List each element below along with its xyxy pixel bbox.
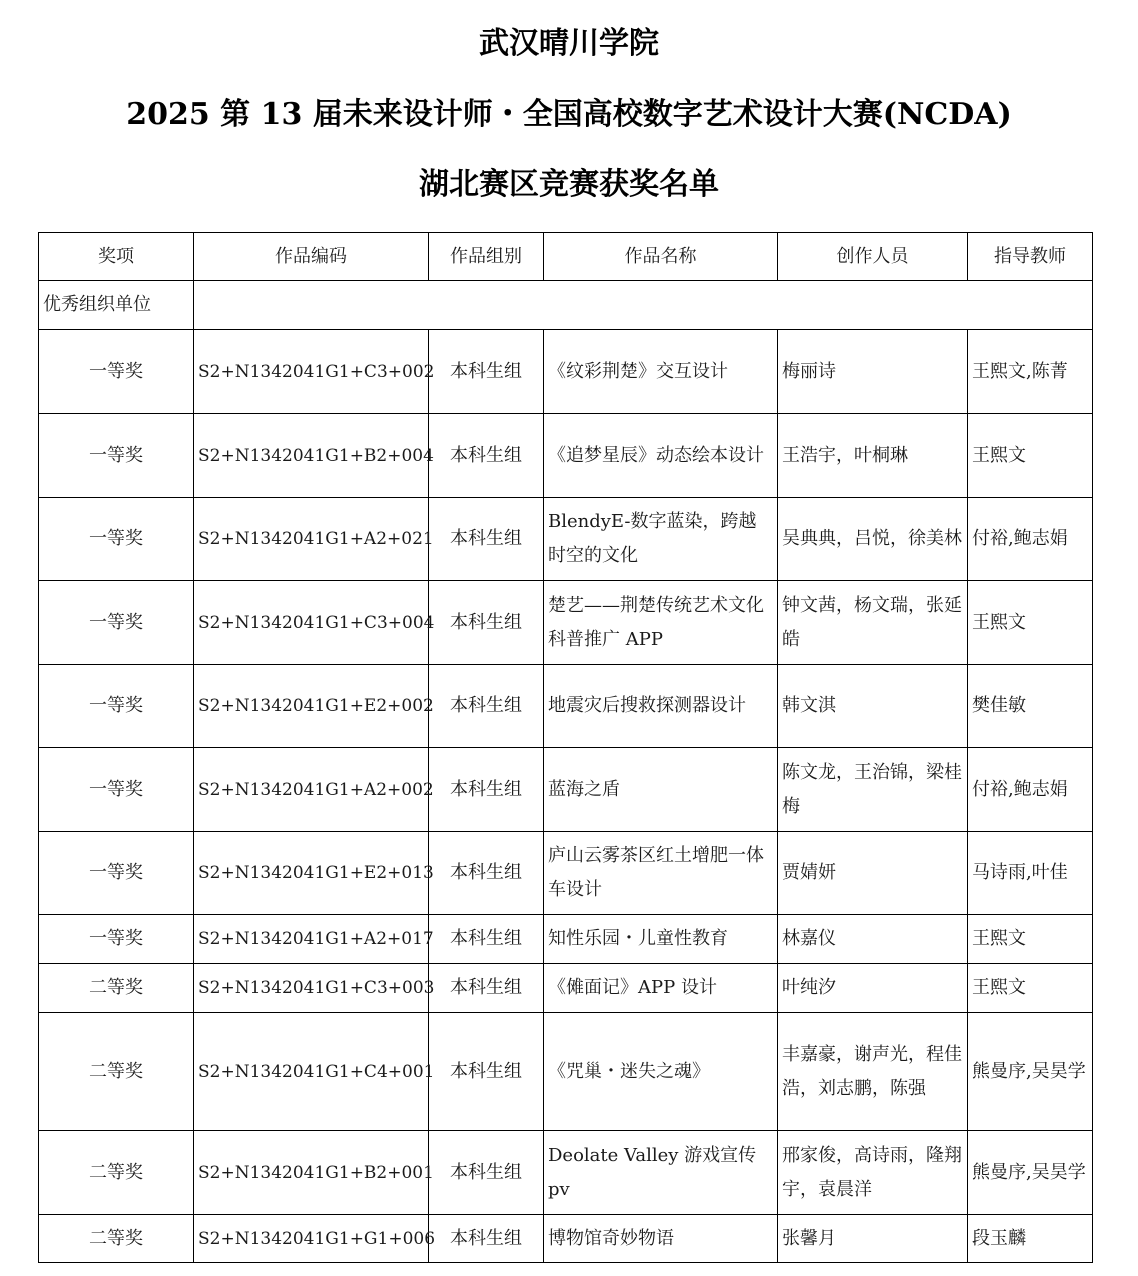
org-row [39,281,1093,330]
award-cell: 一等奖 [39,665,194,748]
creators-cell: 张馨月 [778,1215,968,1263]
org-value-cell [194,281,1093,330]
name-cell: 《咒巢・迷失之魂》 [544,1013,778,1131]
advisors-cell: 熊曼序,吴昊学 [968,1013,1093,1131]
name-cell: 地震灾后搜救探测器设计 [544,665,778,748]
name-cell: 博物馆奇妙物语 [544,1215,778,1263]
name-cell: BlendyE-数字蓝染，跨越时空的文化 [544,498,778,581]
org-label-cell: 优秀组织单位 [39,281,194,330]
code-cell: S2+N1342041G1+A2+021 [194,498,429,581]
award-cell: 一等奖 [39,915,194,964]
advisors-cell: 付裕,鲍志娟 [968,748,1093,832]
creators-cell: 叶纯汐 [778,964,968,1013]
name-cell: 蓝海之盾 [544,748,778,832]
award-cell: 二等奖 [39,964,194,1013]
code-cell: S2+N1342041G1+B2+001 [194,1131,429,1215]
award-cell: 一等奖 [39,414,194,498]
award-cell: 二等奖 [39,1215,194,1263]
table-row [39,414,1093,498]
creators-cell: 王浩宇，叶桐琳 [778,414,968,498]
creators-cell: 韩文淇 [778,665,968,748]
table-row [39,498,1093,581]
advisors-cell: 王熙文 [968,581,1093,665]
table-row [39,665,1093,748]
group-cell: 本科生组 [429,1013,544,1131]
creators-cell: 梅丽诗 [778,330,968,414]
award-cell: 一等奖 [39,748,194,832]
group-cell: 本科生组 [429,832,544,915]
code-cell: S2+N1342041G1+C3+003 [194,964,429,1013]
group-cell: 本科生组 [429,581,544,665]
column-header-advisors: 指导教师 [968,233,1093,281]
name-cell: 庐山云雾茶区红土增肥一体车设计 [544,832,778,915]
code-cell: S2+N1342041G1+A2+002 [194,748,429,832]
code-cell: S2+N1342041G1+B2+004 [194,414,429,498]
table-body [39,281,1093,1263]
code-cell: S2+N1342041G1+C3+002 [194,330,429,414]
table-header-row [39,233,1093,281]
awards-table [38,232,1093,1263]
creators-cell: 贾婧妍 [778,832,968,915]
advisors-cell: 付裕,鲍志娟 [968,498,1093,581]
name-cell: 《傩面记》APP 设计 [544,964,778,1013]
creators-cell: 丰嘉豪，谢声光，程佳浩，刘志鹏，陈强 [778,1013,968,1131]
code-cell: S2+N1342041G1+C4+001 [194,1013,429,1131]
table-row [39,964,1093,1013]
creators-cell: 邢家俊，高诗雨，隆翔宇，袁晨洋 [778,1131,968,1215]
award-cell: 一等奖 [39,498,194,581]
code-cell: S2+N1342041G1+G1+006 [194,1215,429,1263]
code-cell: S2+N1342041G1+C3+004 [194,581,429,665]
group-cell: 本科生组 [429,414,544,498]
column-header-code: 作品编码 [194,233,429,281]
creators-cell: 林嘉仪 [778,915,968,964]
name-cell: Deolate Valley 游戏宣传 pv [544,1131,778,1215]
group-cell: 本科生组 [429,1131,544,1215]
creators-cell: 钟文茜，杨文瑞，张延皓 [778,581,968,665]
group-cell: 本科生组 [429,915,544,964]
advisors-cell: 樊佳敏 [968,665,1093,748]
advisors-cell: 王熙文 [968,915,1093,964]
group-cell: 本科生组 [429,330,544,414]
column-header-name: 作品名称 [544,233,778,281]
advisors-cell: 王熙文 [968,414,1093,498]
table-row [39,1131,1093,1215]
code-cell: S2+N1342041G1+E2+002 [194,665,429,748]
table-row [39,748,1093,832]
advisors-cell: 王熙文 [968,964,1093,1013]
group-cell: 本科生组 [429,748,544,832]
creators-cell: 吴典典，吕悦，徐美林 [778,498,968,581]
award-cell: 一等奖 [39,832,194,915]
award-cell: 二等奖 [39,1013,194,1131]
competition-title: 2025 第 13 届未来设计师・全国高校数字艺术设计大赛(NCDA) [126,97,1012,132]
name-cell: 《纹彩荆楚》交互设计 [544,330,778,414]
group-cell: 本科生组 [429,964,544,1013]
creators-cell: 陈文龙，王治锦，梁桂梅 [778,748,968,832]
table-row [39,581,1093,665]
award-cell: 一等奖 [39,330,194,414]
school-title: 武汉晴川学院 [479,26,659,61]
name-cell: 楚艺——荆楚传统艺术文化科普推广 APP [544,581,778,665]
code-cell: S2+N1342041G1+A2+017 [194,915,429,964]
table-row [39,1215,1093,1263]
table-row [39,1013,1093,1131]
table-row [39,832,1093,915]
table-row [39,915,1093,964]
name-cell: 《追梦星辰》动态绘本设计 [544,414,778,498]
column-header-award: 奖项 [39,233,194,281]
advisors-cell: 马诗雨,叶佳 [968,832,1093,915]
award-cell: 一等奖 [39,581,194,665]
table-row [39,330,1093,414]
advisors-cell: 段玉麟 [968,1215,1093,1263]
name-cell: 知性乐园・儿童性教育 [544,915,778,964]
column-header-group: 作品组别 [429,233,544,281]
award-cell: 二等奖 [39,1131,194,1215]
group-cell: 本科生组 [429,498,544,581]
code-cell: S2+N1342041G1+E2+013 [194,832,429,915]
group-cell: 本科生组 [429,665,544,748]
advisors-cell: 王熙文,陈菁 [968,330,1093,414]
advisors-cell: 熊曼序,吴昊学 [968,1131,1093,1215]
column-header-creators: 创作人员 [778,233,968,281]
list-title: 湖北赛区竞赛获奖名单 [419,167,719,202]
group-cell: 本科生组 [429,1215,544,1263]
